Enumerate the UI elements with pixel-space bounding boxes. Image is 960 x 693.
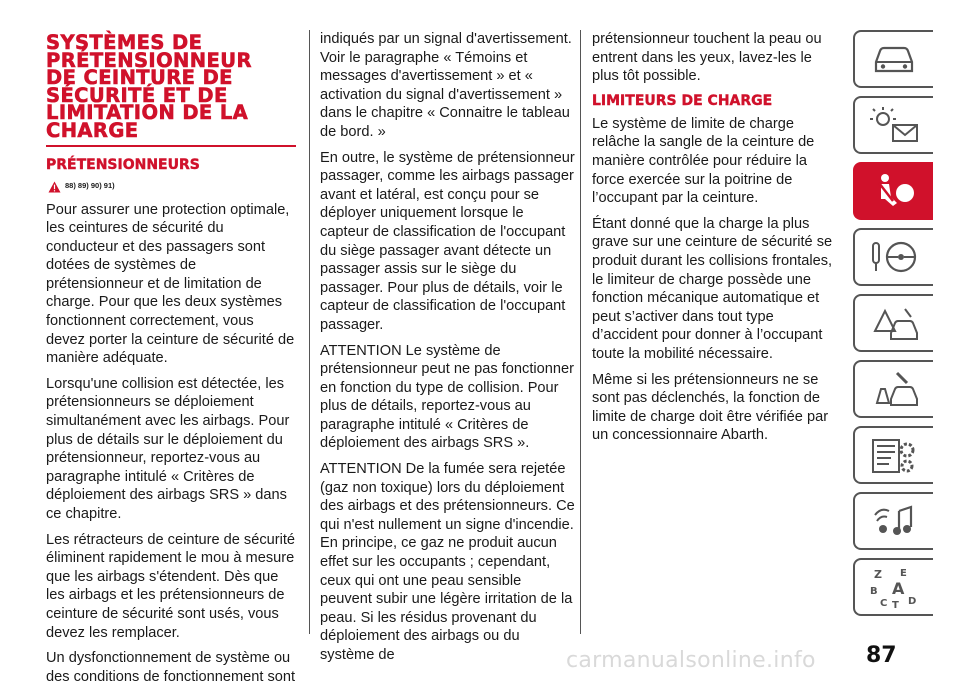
svg-text:A: A xyxy=(892,579,905,598)
watermark: carmanualsonline.info xyxy=(566,648,816,673)
page-number: 87 xyxy=(866,643,897,668)
column-2 xyxy=(320,30,576,672)
multimedia-icon xyxy=(867,501,921,541)
warning-lights-icon xyxy=(867,105,921,145)
paragraph: Même si les prétensionneurs ne se sont pas déclenchés, la fonction de limite de charge doit être vérifiée par un concessionnaire Abarth. xyxy=(592,371,829,444)
tab-starting-driving[interactable] xyxy=(853,228,933,286)
technical-specs-icon xyxy=(867,434,921,476)
title-divider xyxy=(46,145,296,147)
warning-refs: 88) 89) 90) 91) xyxy=(65,181,115,191)
main-title-line: SÉCURITÉ ET DE xyxy=(46,83,228,107)
paragraph: ATTENTION Le système de prétensionneur peut ne pas fonctionner en fonction du type de collision. Pour plus de détails, reportez-vous au paragraphe intitulé « Critères de déploiement des airbags SRS ». xyxy=(320,342,574,452)
main-title-line: SYSTÈMES DE xyxy=(46,31,203,54)
index-icon xyxy=(866,564,922,610)
safety-airbag-icon xyxy=(869,171,919,211)
svg-text:C: C xyxy=(880,598,888,609)
section-heading-pretensionneurs: PRÉTENSIONNEURS xyxy=(46,156,200,173)
car-overview-icon xyxy=(870,42,918,76)
main-title-line: CHARGE xyxy=(46,118,139,142)
svg-text:E: E xyxy=(900,568,907,579)
svg-text:Z: Z xyxy=(874,568,882,581)
paragraph: prétensionneur touchent la peau ou entrent dans les yeux, lavez-les le plus tôt possible. xyxy=(592,31,822,85)
paragraph: En outre, le système de prétensionneur passager, comme les airbags passager avant et latéral, est conçu pour se déployer uniquement lorsque le capteur de classification de l'occupant du siège passager avant détecte un passager assis sur le siège du passager. Pour plus de détails, voir le capteur de classification de l'occupant passager. xyxy=(320,149,575,333)
svg-text:B: B xyxy=(870,586,878,597)
main-title xyxy=(46,31,296,142)
paragraph: Le système de limite de charge relâche la sangle de la ceinture de manière contrôlée pour réduire la force exercée sur la poitrine de l’occupant par la ceinture. xyxy=(592,115,815,207)
svg-text:D: D xyxy=(908,596,917,607)
tab-warning-lights[interactable] xyxy=(853,96,933,154)
paragraph: Un dysfonctionnement de système ou des conditions de fonctionnement sont xyxy=(46,650,296,685)
tab-emergency[interactable] xyxy=(853,294,933,352)
chapter-tabs xyxy=(853,30,933,624)
svg-text:T: T xyxy=(892,600,899,610)
column-divider xyxy=(309,30,310,634)
warning-reference xyxy=(48,179,296,195)
warning-triangle-icon xyxy=(48,181,61,193)
tab-multimedia[interactable] xyxy=(853,492,933,550)
tab-index[interactable] xyxy=(853,558,933,616)
paragraph: indiqués par un signal d'avertissement. Voir le paragraphe « Témoins et messages d'avertissement » et « activation du signal d'avertissement » dans le chapitre « Connaitre le tableau de bord. » xyxy=(320,31,572,140)
section-heading-limiteurs: LIMITEURS DE CHARGE xyxy=(592,92,773,109)
paragraph: Étant donné que la charge la plus grave sur une ceinture de sécurité se produit durant les collisions frontales, le limiteur de charge possède une fonction mécanique automatique et peut s’activer dans tout type d’accident pour donner à l’occupant toute la mobilité nécessaire. xyxy=(592,215,833,362)
paragraph: Lorsqu'une collision est détectée, les prétensionneurs se déploiement simultanément avec les airbags. Pour plus de détails sur le déploiement du prétensionneur, reportez-vous au paragraphe intitulé « Critères de déploiement des airbags SRS » dans ce chapitre. xyxy=(46,375,290,522)
main-title-line: PRÉTENSIONNEUR xyxy=(46,48,252,72)
column-divider xyxy=(580,30,581,634)
main-title-line: DE CEINTURE DE xyxy=(46,66,233,89)
column-1 xyxy=(46,30,296,693)
paragraph: Les rétracteurs de ceinture de sécurité éliminent rapidement le mou à mesure que les airbags s'étendent. Dès que les airbags et les prétensionneurs de ceinture de sécurité sont usés, vous devez les remplacer. xyxy=(46,531,296,641)
tab-safety[interactable] xyxy=(853,162,933,220)
paragraph: Pour assurer une protection optimale, les ceintures de sécurité du conducteur et des passagers sont dotées de systèmes de prétensionneur et de limitation de charge. Pour que les deux systèmes fonctionnent correctement, vous devez porter la ceinture de sécurité de manière adéquate. xyxy=(46,201,295,367)
emergency-icon xyxy=(867,303,921,343)
column-3 xyxy=(592,30,842,452)
tab-maintenance[interactable] xyxy=(853,360,933,418)
tab-car-overview[interactable] xyxy=(853,30,933,88)
tab-technical-specs[interactable] xyxy=(853,426,933,484)
steering-start-icon xyxy=(867,237,921,277)
main-title-line: LIMITATION DE LA xyxy=(46,101,249,124)
paragraph: ATTENTION De la fumée sera rejetée (gaz non toxique) lors du déploiement des airbags et des prétensionneurs. Ce qui n'est nullement un signe d'incendie. En principe, ce gaz ne produit aucun effet sur les occupants ; cependant, ceux qui ont une peau sensible peuvent subir une légère irritation de la peau. Si les résidus provenant du déploiement des airbags ou du système de xyxy=(320,461,575,663)
maintenance-icon xyxy=(867,369,921,409)
